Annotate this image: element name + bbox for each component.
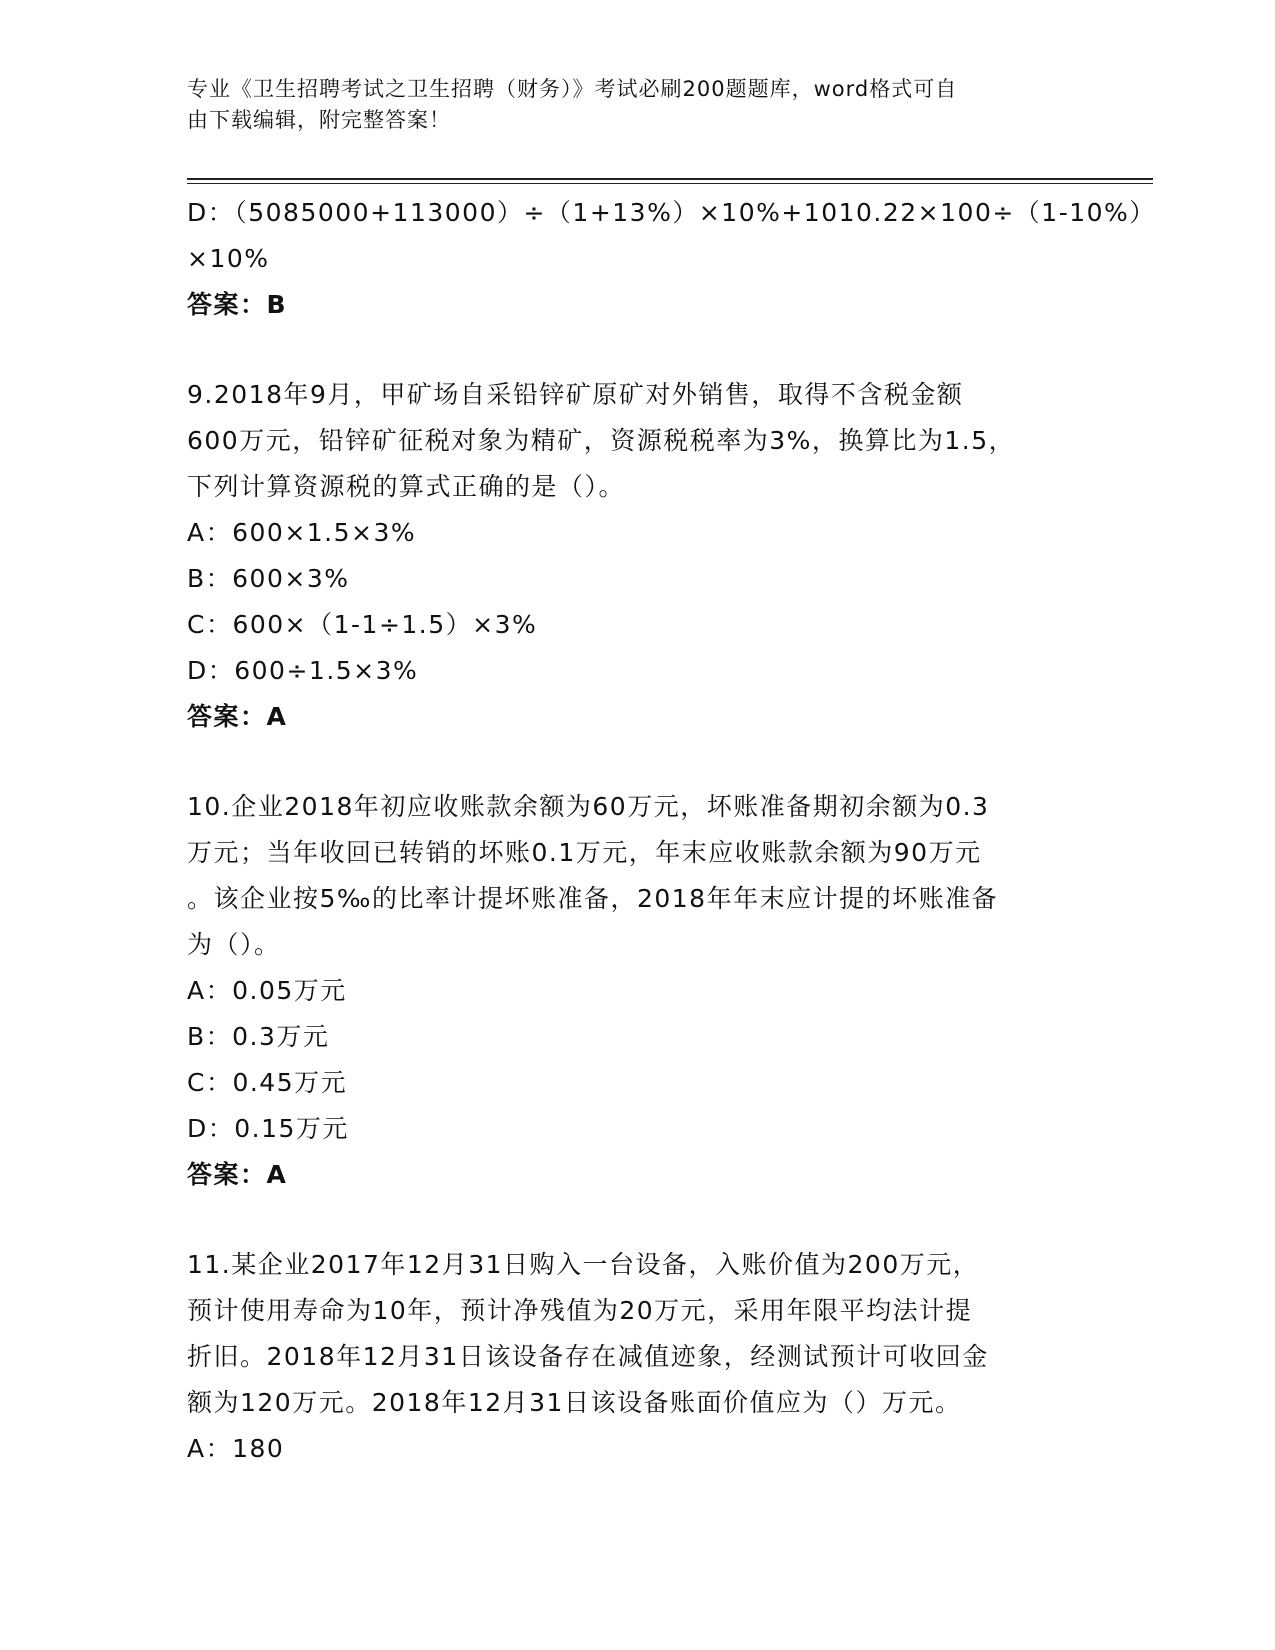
block-spacer [187,328,1087,372]
question-block [187,1242,1087,1472]
answer-line [187,1152,1087,1198]
answer-line [187,282,1087,328]
question-stem-line: 额为120万元。2018年12月31日该设备账面价值应为（）万元。 [187,1388,962,1417]
header-divider-thin [187,183,1153,184]
question-stem-line: 万元；当年收回已转销的坏账0.1万元，年末应收账款余额为90万元 [187,838,982,867]
question-line: D：（5085000+113000）÷（1+13%）×10%+1010.22×100÷（1-10%） [187,198,1156,227]
block-spacer [187,740,1087,784]
option-d: D：0.15万元 [187,1114,349,1143]
option-d: D：600÷1.5×3% [187,656,419,685]
option-a: A：0.05万元 [187,976,347,1005]
answer-value: A [266,1160,288,1189]
header-line-2: 由下载编辑，附完整答案！ [187,108,451,132]
answer-label: 答案： [187,1160,267,1189]
question-stem-line: 11.某企业2017年12月31日购入一台设备，入账价值为200万元， [187,1250,980,1279]
option-a: A：180 [187,1434,285,1463]
header-line-1: 专业《卫生招聘考试之卫生招聘（财务）》考试必刷200题题库，word格式可自 [187,77,958,101]
answer-value: A [266,702,288,731]
question-stem-line: 折旧。2018年12月31日该设备存在减值迹象，经测试预计可收回金 [187,1342,989,1371]
question-stem-line: 预计使用寿命为10年，预计净残值为20万元，采用年限平均法计提 [187,1296,973,1325]
question-content [187,190,1156,1472]
question-line: ×10% [187,244,270,273]
answer-line [187,694,1087,740]
option-a: A：600×1.5×3% [187,518,417,547]
header-divider-thick [187,178,1153,180]
document-header [187,74,1067,136]
question-stem-line: 10.企业2018年初应收账款余额为60万元，坏账准备期初余额为0.3 [187,792,990,821]
question-stem-line: 为（）。 [187,930,281,959]
block-spacer [187,1198,1087,1242]
option-c: C：0.45万元 [187,1068,348,1097]
option-c: C：600×（1-1÷1.5）×3% [187,610,538,639]
question-stem-line: 。该企业按5‰的比率计提坏账准备，2018年年末应计提的坏账准备 [187,884,999,913]
answer-label: 答案： [187,702,267,731]
question-stem-line: 下列计算资源税的算式正确的是（）。 [187,472,626,501]
question-block [187,372,1087,740]
option-b: B：0.3万元 [187,1022,330,1051]
question-stem-line: 600万元，铅锌矿征税对象为精矿，资源税税率为3%，换算比为1.5， [187,426,1016,455]
answer-value: B [266,290,288,319]
option-b: B：600×3% [187,564,350,593]
question-stem-line: 9.2018年9月，甲矿场自采铅锌矿原矿对外销售，取得不含税金额 [187,380,964,409]
question-block [187,190,1156,328]
answer-label: 答案： [187,290,267,319]
question-block [187,784,1087,1198]
